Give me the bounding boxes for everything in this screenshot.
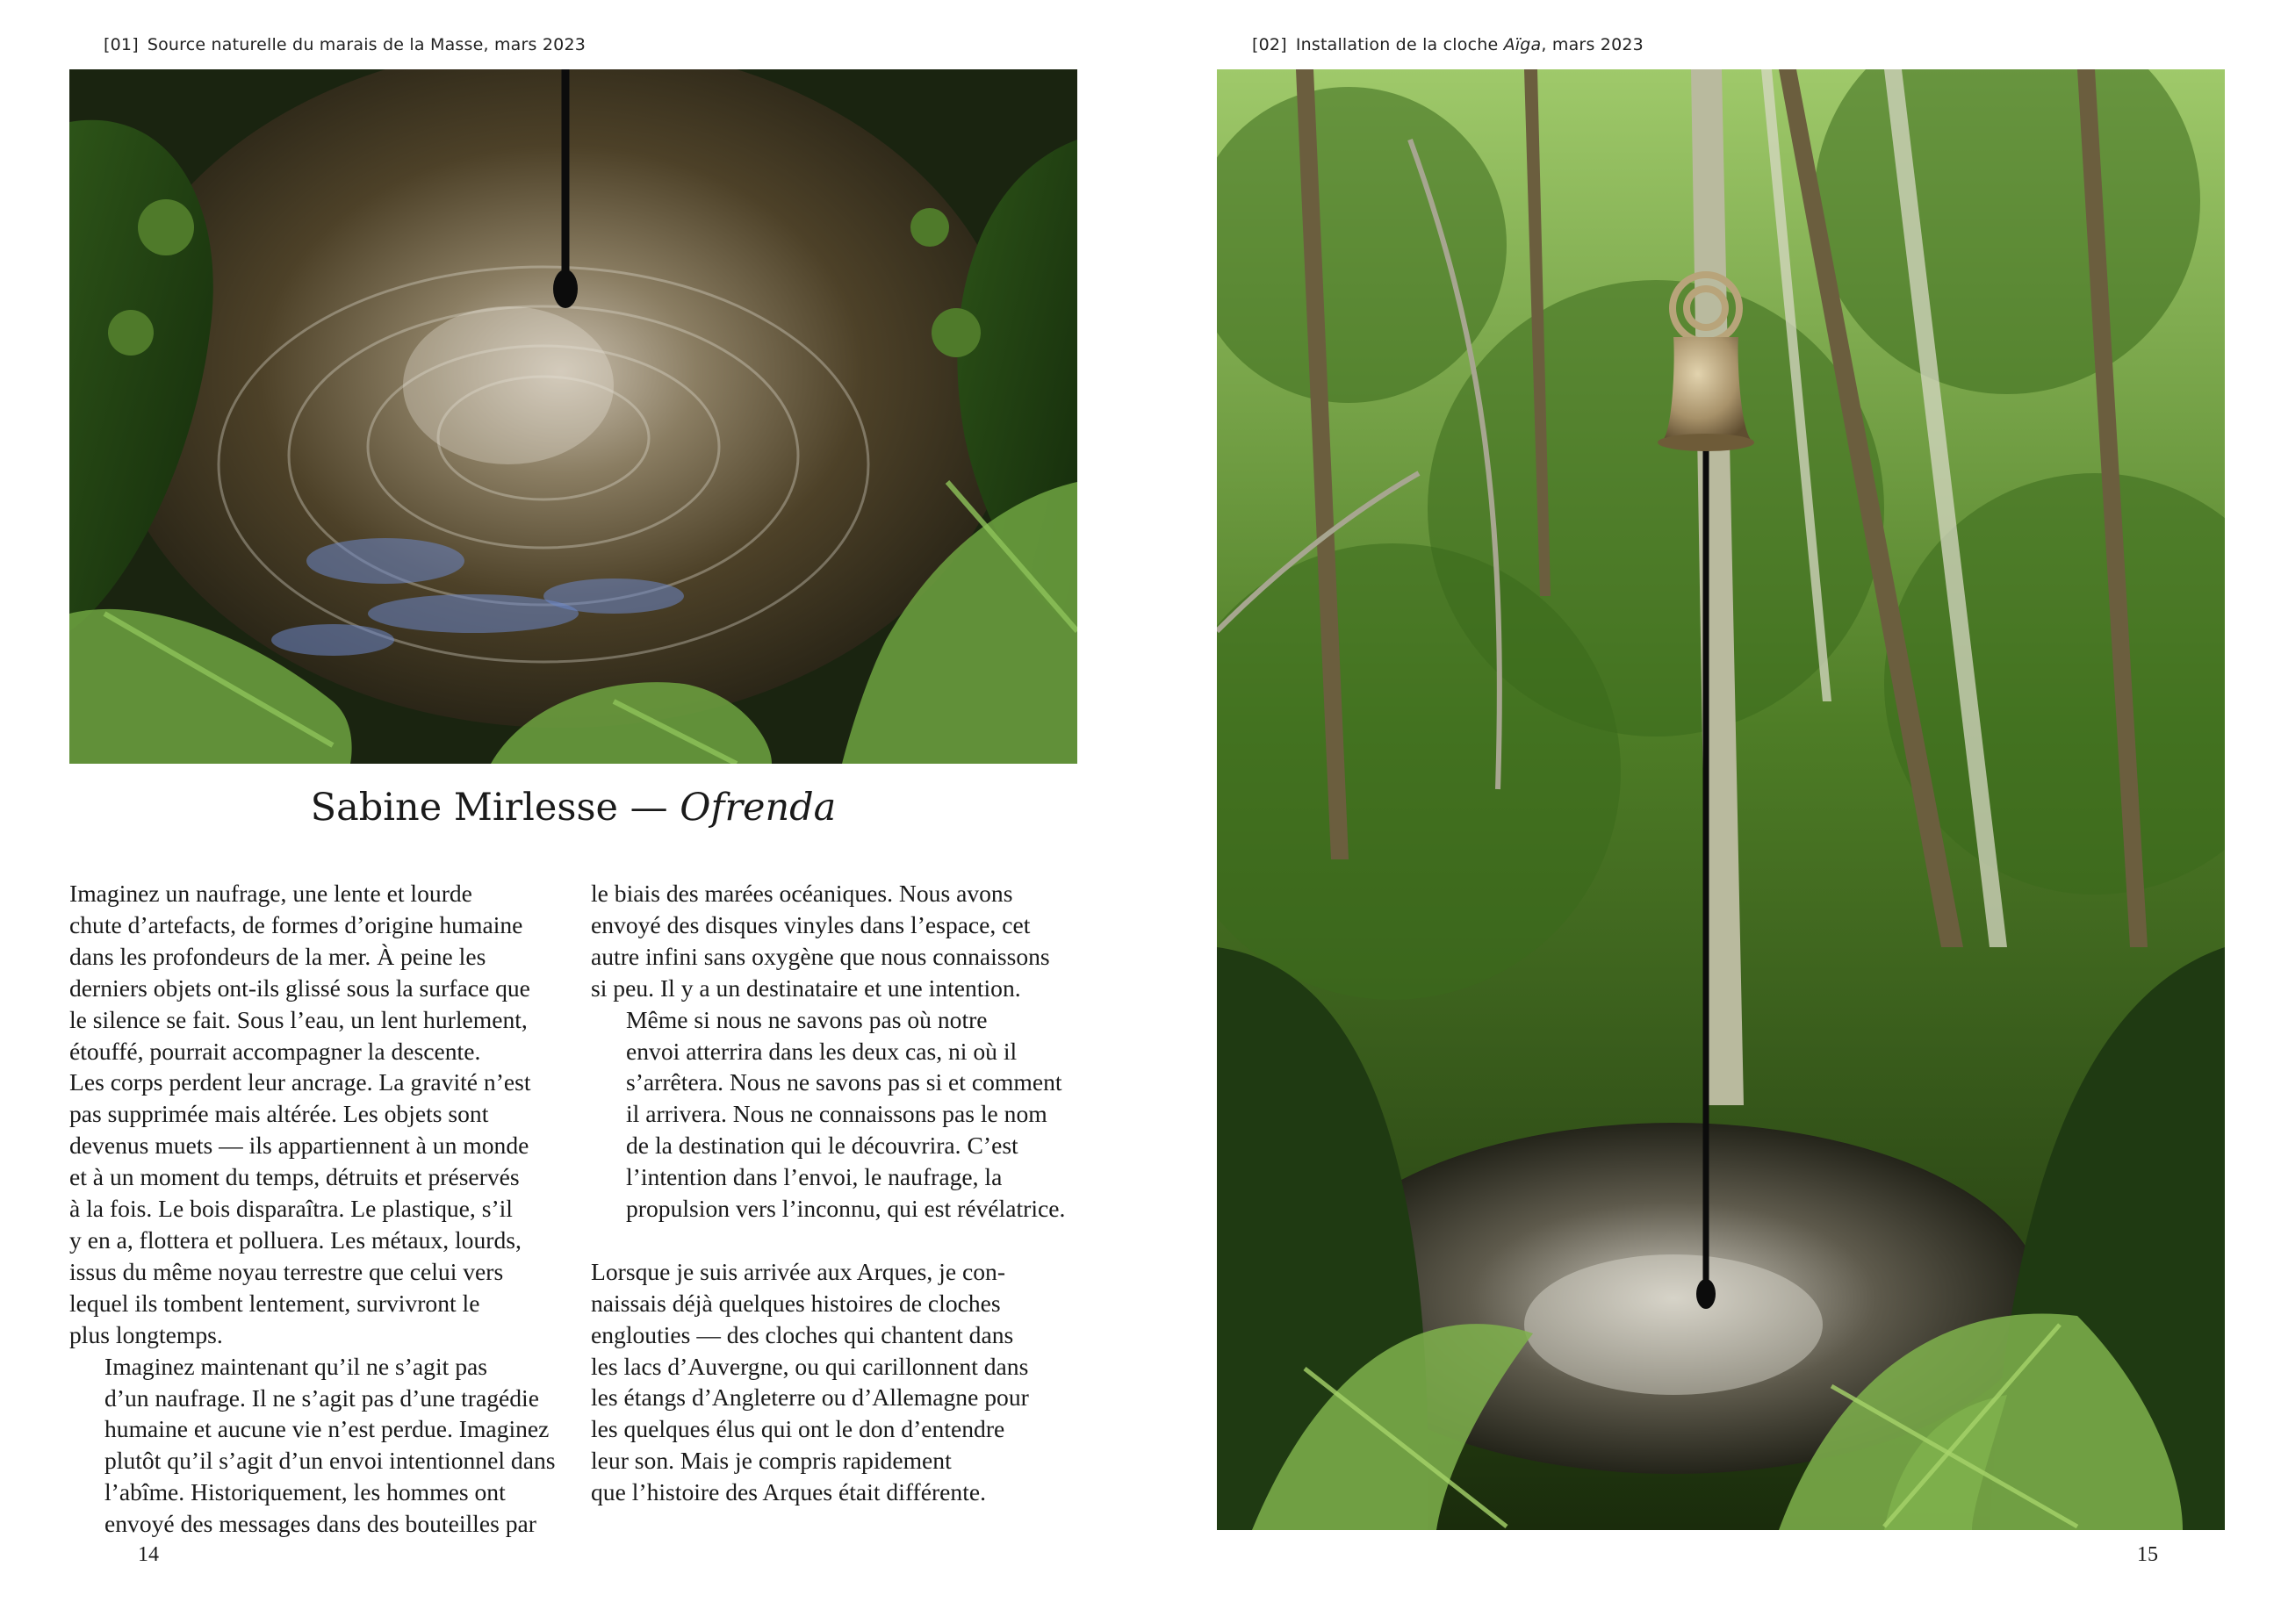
text-column-2 xyxy=(591,878,1083,1508)
marsh-spring-image xyxy=(69,69,1077,764)
paragraph xyxy=(591,1004,1083,1225)
text-line: si peu. Il y a un destinataire et une intention. xyxy=(591,974,1021,1002)
text-line: l’intention dans l’envoi, le naufrage, la xyxy=(626,1163,1003,1191)
text-line: chute d’artefacts, de formes d’origine humaine xyxy=(69,910,523,938)
paragraph xyxy=(69,878,561,1351)
text-line: Même si nous ne savons pas où notre xyxy=(626,1005,988,1033)
text-line: plutôt qu’il s’agit d’un envoi intentionnel dans xyxy=(104,1447,556,1475)
marsh-spring-photo xyxy=(69,69,1077,764)
text-line: leur son. Mais je compris rapidement xyxy=(591,1447,952,1475)
text-line: étouffé, pourrait accompagner la descente. xyxy=(69,1037,481,1065)
text-line: que l’histoire des Arques était différente. xyxy=(591,1478,987,1506)
text-line: lequel ils tombent lentement, survivront le xyxy=(69,1289,480,1317)
bell-installation-photo xyxy=(1217,69,2225,1530)
caption-italic: Aïga xyxy=(1503,35,1542,54)
text-line: les étangs d’Angleterre ou d’Allemagne pour xyxy=(591,1383,1029,1412)
text-line: Les corps perdent leur ancrage. La gravité n’est xyxy=(69,1068,531,1096)
caption-text-end: , mars 2023 xyxy=(1541,35,1644,54)
article-title xyxy=(69,786,1077,830)
text-line: à la fois. Le bois disparaîtra. Le plastique, s’il xyxy=(69,1195,513,1223)
text-line: s’arrêtera. Nous ne savons pas si et comment xyxy=(626,1068,1062,1096)
caption-number: [01] xyxy=(104,35,139,54)
text-line: et à un moment du temps, détruits et préservés xyxy=(69,1163,520,1191)
text-line: dans les profondeurs de la mer. À peine les xyxy=(69,942,486,970)
caption-text: Installation de la cloche xyxy=(1295,35,1499,54)
text-line: englouties — des cloches qui chantent dans xyxy=(591,1320,1014,1348)
text-line: le silence se fait. Sous l’eau, un lent hurlement, xyxy=(69,1005,528,1033)
text-line: les lacs d’Auvergne, ou qui carillonnent dans xyxy=(591,1352,1029,1380)
left-photo-caption xyxy=(104,30,586,60)
text-line: devenus muets — ils appartiennent à un monde xyxy=(69,1132,529,1160)
text-column-1 xyxy=(69,878,561,1540)
text-line: il arrivera. Nous ne connaissons pas le nom xyxy=(626,1100,1047,1128)
text-line: envoyé des disques vinyles dans l’espace, cet xyxy=(591,910,1031,938)
text-line: le biais des marées océaniques. Nous avons xyxy=(591,880,1013,907)
text-line: propulsion vers l’inconnu, qui est révélatrice. xyxy=(626,1195,1066,1223)
paragraph xyxy=(69,1351,561,1540)
page-number-right: 15 xyxy=(2137,1543,2158,1566)
text-line: naissais déjà quelques histoires de cloches xyxy=(591,1289,1001,1317)
paragraph xyxy=(591,1256,1083,1508)
text-line: y en a, flottera et polluera. Les métaux, lourds, xyxy=(69,1225,522,1254)
text-line: derniers objets ont-ils glissé sous la surface que xyxy=(69,974,530,1002)
text-line: pas supprimée mais altérée. Les objets sont xyxy=(69,1100,489,1128)
text-line: envoi atterrira dans les deux cas, ni où il xyxy=(626,1037,1018,1065)
text-line: envoyé des messages dans des bouteilles par xyxy=(104,1510,536,1538)
text-line: humaine et aucune vie n’est perdue. Imaginez xyxy=(104,1415,550,1443)
text-line: Imaginez un naufrage, une lente et lourde xyxy=(69,880,472,907)
title-work: Ofrenda xyxy=(680,786,837,830)
text-line: l’abîme. Historiquement, les hommes ont xyxy=(104,1478,506,1506)
title-author: Sabine Mirlesse — xyxy=(310,786,668,830)
text-line: issus du même noyau terrestre que celui vers xyxy=(69,1257,504,1285)
text-line: Imaginez maintenant qu’il ne s’agit pas xyxy=(104,1352,487,1380)
forest-bell-image xyxy=(1217,69,2225,1530)
text-line: Lorsque je suis arrivée aux Arques, je con- xyxy=(591,1257,1006,1285)
caption-text: Source naturelle du marais de la Masse, mars 2023 xyxy=(147,35,586,54)
text-line: autre infini sans oxygène que nous connaissons xyxy=(591,942,1050,970)
right-photo-caption xyxy=(1252,30,1644,60)
text-line: plus longtemps. xyxy=(69,1320,223,1348)
caption-number: [02] xyxy=(1252,35,1287,54)
text-line: d’un naufrage. Il ne s’agit pas d’une tragédie xyxy=(104,1383,539,1412)
page-number-left: 14 xyxy=(138,1543,159,1566)
text-line: les quelques élus qui ont le don d’entendre xyxy=(591,1415,1005,1443)
paragraph xyxy=(591,878,1083,1004)
text-line: de la destination qui le découvrira. C’est xyxy=(626,1132,1018,1160)
